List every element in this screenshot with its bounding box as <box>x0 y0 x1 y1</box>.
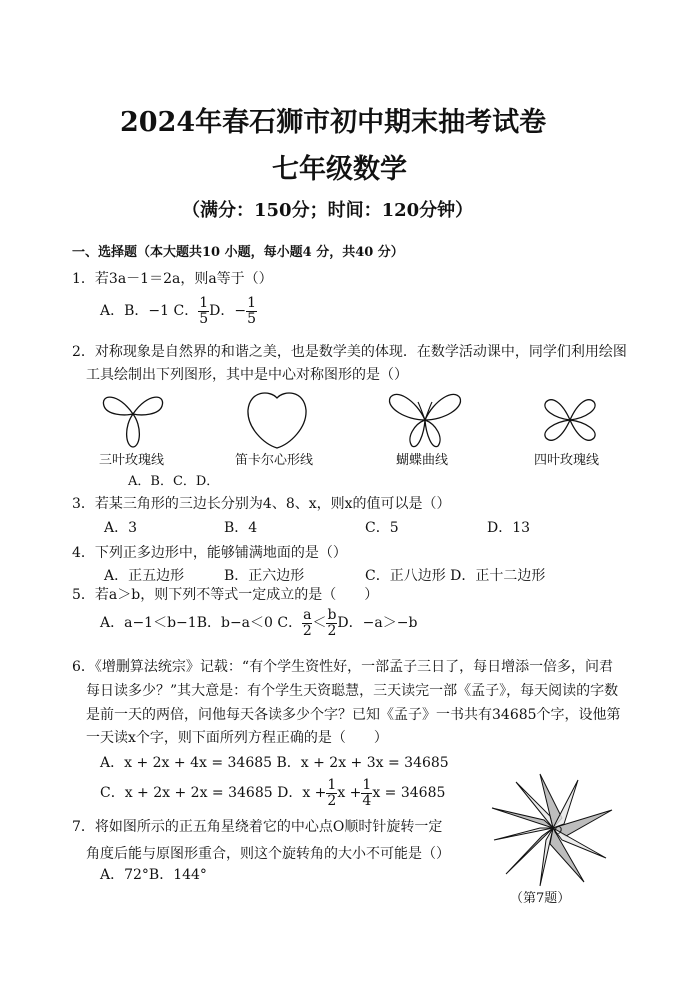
question-2-line-2: 工具绘制出下列图形，其中是中心对称图形的是（） <box>86 367 408 383</box>
figure-7-label: （第7题） <box>510 891 571 906</box>
question-7-line-2: 角度后能与原图形重合，则这个旋转角的大小不可能是（） <box>86 846 450 862</box>
question-4-stem: 4．下列正多边形中，能够铺满地面的是（） <box>72 545 347 561</box>
q6-opt-cd: C．x + 2x + 2x = 34685 D．x + <box>100 785 327 802</box>
q6-frac-quarter-num: 1 <box>362 777 372 793</box>
exam-meta: （满分：150分；时间：120分钟） <box>182 200 474 221</box>
question-4-option-b: B．正六边形 <box>224 568 305 584</box>
q6-frac-quarter-den: 4 <box>362 792 372 809</box>
q1-frac-d-den: 5 <box>247 310 257 327</box>
q1-opt-abc: A．B．−1 C． <box>100 303 199 320</box>
q5-frac-b <box>326 608 337 638</box>
caption-three-leaf-rose: 三叶玫瑰线 <box>99 453 165 468</box>
question-1-stem: 1．若3a－1＝2a，则a等于（） <box>72 271 273 287</box>
question-3-option-a: A．3 <box>104 520 138 536</box>
question-2-options: A．B．C．D． <box>128 474 220 489</box>
question-5-options <box>100 608 417 638</box>
q1-opt-d: D．− <box>209 303 247 320</box>
page-title: 2024年春石狮市初中期末抽考试卷 <box>120 107 547 138</box>
q1-frac-c <box>198 296 209 326</box>
rotated-star-figure <box>488 770 618 890</box>
caption-butterfly-curve: 蝴蝶曲线 <box>396 453 449 468</box>
question-3-stem: 3．若某三角形的三边长分别为4、8、x，则x的值可以是（） <box>72 496 451 512</box>
q1-frac-c-num: 1 <box>199 295 209 311</box>
q5-lt: ＜ <box>312 615 327 632</box>
question-6-options-cd <box>100 778 445 808</box>
q5-frac-b-den: 2 <box>327 622 337 639</box>
q1-frac-c-den: 5 <box>199 310 209 327</box>
question-5-stem: 5．若a＞b，则下列不等式一定成立的是（ ） <box>72 587 379 603</box>
question-4-option-cd: C．正八边形 D．正十二边形 <box>365 568 546 584</box>
q1-frac-d <box>246 296 257 326</box>
q5-frac-a <box>302 608 312 638</box>
question-2-line-1: 2．对称现象是自然界的和谐之美，也是数学美的体现．在数学活动课中，同学们利用绘图 <box>72 344 627 360</box>
four-leaf-rose-figure <box>542 392 598 448</box>
question-6-options-ab: A．x + 2x + 4x = 34685 B．x + 2x + 3x = 34685 <box>100 755 449 771</box>
question-3-option-d: D．13 <box>487 520 531 536</box>
question-6-line-2: 每日读多少？”其大意是：有个学生天资聪慧，三天读完一部《孟子》，每天阅读的字数 <box>86 683 619 699</box>
q5-opt-d: D．−a＞−b <box>337 615 418 632</box>
question-6-line-1: 6．《增删算法统宗》记载：“有个学生资性好，一部孟子三日了，每日增添一倍多，问君 <box>72 659 614 675</box>
page-subtitle: 七年级数学 <box>272 154 407 185</box>
center-point-label: O <box>554 826 563 837</box>
q5-frac-b-num: b <box>327 607 337 623</box>
question-4-option-a: A．正五边形 <box>104 568 185 584</box>
question-3-option-c: C．5 <box>365 520 399 536</box>
q1-frac-d-num: 1 <box>247 295 257 311</box>
caption-four-leaf-rose: 四叶玫瑰线 <box>534 453 600 468</box>
section-heading: 一、选择题（本大题共10 小题，每小题4 分，共40 分） <box>72 245 404 260</box>
q5-frac-a-den: 2 <box>302 622 312 639</box>
q5-frac-a-num: a <box>303 607 312 623</box>
q6-frac-half-num: 1 <box>327 777 337 793</box>
question-3-option-b: B．4 <box>224 520 258 536</box>
q6-tail: x = 34685 <box>372 785 446 802</box>
question-6-line-4: 一天读x个字，则下面所列方程正确的是（ ） <box>86 730 388 746</box>
question-1-options <box>100 296 257 326</box>
q6-frac-half-den: 2 <box>327 792 337 809</box>
q6-frac-half <box>326 778 337 808</box>
question-7-options: A．72°B．144° <box>100 867 207 883</box>
q5-opt-abc: A．a−1＜b−1B．b−a＜0 C． <box>100 615 303 632</box>
cardioid-figure <box>244 388 310 452</box>
three-leaf-rose-figure <box>98 390 168 450</box>
butterfly-curve-figure <box>386 390 464 454</box>
q6-frac-quarter <box>361 778 372 808</box>
question-6-line-3: 是前一天的两倍，问他每天各读多少个字？已知《孟子》一书共有34685个字，设他第 <box>86 707 621 723</box>
q6-mid: x + <box>337 785 362 802</box>
question-7-line-1: 7．将如图所示的正五角星绕着它的中心点O顺时针旋转一定 <box>72 819 443 835</box>
caption-cardioid: 笛卡尔心形线 <box>235 453 314 468</box>
